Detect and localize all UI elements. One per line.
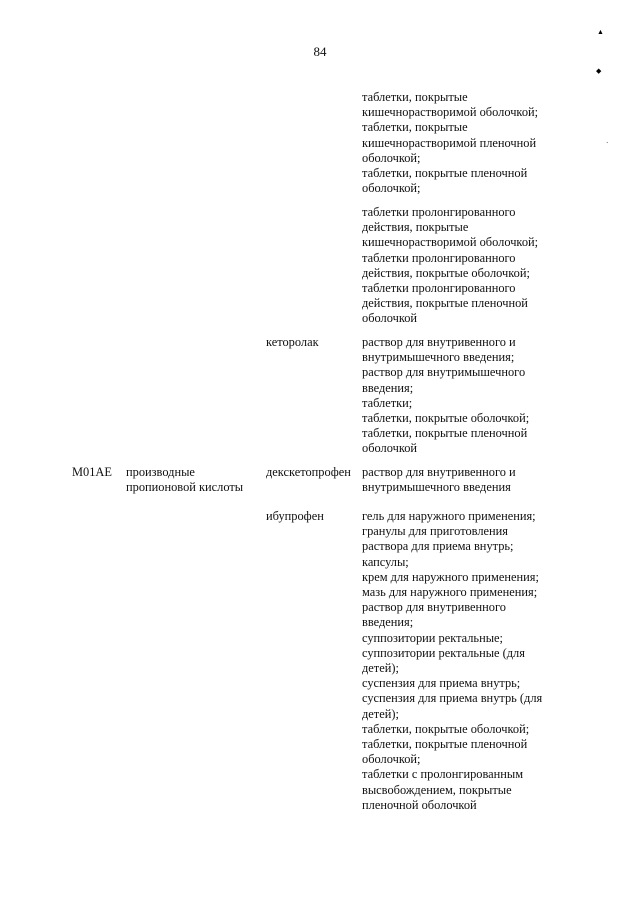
dosage-forms-line: таблетки; — [362, 395, 413, 410]
dosage-forms-line: внутримышечного введения — [362, 480, 511, 495]
pharmacological-group-line: пропионовой кислоты — [126, 480, 244, 495]
dosage-forms-line: действия, покрытые — [362, 220, 469, 235]
dosage-forms-line: раствор для внутримышечного — [362, 365, 526, 380]
dosage-forms-line: оболочкой — [362, 311, 418, 326]
corner-mark-top: ▲ — [597, 28, 604, 36]
dosage-forms-line: действия, покрытые оболочкой; — [362, 265, 530, 280]
atc-code: M01AE — [72, 465, 112, 479]
dosage-forms-line: таблетки пролонгированного — [362, 205, 516, 219]
dosage-forms-line: высвобождением, покрытые — [362, 782, 512, 797]
dosage-forms — [362, 465, 516, 495]
dosage-forms — [362, 90, 538, 196]
dosage-forms — [362, 335, 529, 457]
dosage-forms-line: капсулы; — [362, 554, 409, 569]
dosage-forms-line: введения; — [362, 380, 414, 395]
dosage-forms-line: таблетки пролонгированного — [362, 250, 516, 265]
dosage-forms-line: оболочкой; — [362, 752, 421, 767]
dosage-forms-line: оболочкой; — [362, 181, 421, 196]
dosage-forms-line: таблетки, покрытые пленочной — [362, 737, 528, 752]
dosage-forms-line: введения; — [362, 615, 414, 630]
dosage-forms-line: таблетки, покрытые оболочкой; — [362, 411, 530, 426]
dosage-forms-line: детей); — [362, 661, 399, 676]
dosage-forms-line: суспензия для приема внутрь; — [362, 676, 521, 691]
dosage-forms-line: суппозитории ректальные; — [362, 630, 503, 645]
dosage-forms-line: таблетки, покрытые — [362, 120, 468, 135]
dosage-forms-line: кишечнорастворимой оболочкой; — [362, 235, 539, 250]
dosage-forms-line: крем для наружного применения; — [362, 569, 539, 584]
dosage-forms-line: действия, покрытые пленочной — [362, 296, 528, 311]
dosage-forms-line: таблетки, покрытые пленочной — [362, 166, 528, 181]
dosage-forms-line: детей); — [362, 706, 399, 721]
dosage-forms — [362, 205, 538, 327]
drug-name: декскетопрофен — [266, 465, 351, 479]
dosage-forms-line: гранулы для приготовления — [362, 524, 508, 539]
dosage-forms-line: раствор для внутривенного и — [362, 465, 516, 479]
dosage-forms-line: таблетки с пролонгированным — [362, 767, 524, 782]
dosage-forms — [362, 509, 542, 813]
corner-mark-dot: · — [606, 139, 609, 147]
dosage-forms-line: гель для наружного применения; — [362, 509, 536, 523]
dosage-forms-line: оболочкой — [362, 441, 418, 456]
corner-mark-middle: ◆ — [596, 67, 602, 75]
pharmacological-group-line: производные — [126, 465, 195, 479]
dosage-forms-line: кишечнорастворимой пленочной — [362, 135, 537, 150]
dosage-forms-line: таблетки, покрытые — [362, 90, 468, 104]
dosage-forms-line: оболочкой; — [362, 150, 421, 165]
dosage-forms-line: мазь для наружного применения; — [362, 585, 538, 600]
pharmacological-group — [126, 465, 243, 495]
dosage-forms-line: раствор для внутривенного — [362, 600, 506, 615]
dosage-forms-line: пленочной оболочкой — [362, 797, 477, 812]
dosage-forms-line: суспензия для приема внутрь (для — [362, 691, 543, 706]
dosage-forms-line: таблетки пролонгированного — [362, 281, 516, 296]
dosage-forms-line: суппозитории ректальные (для — [362, 645, 525, 660]
dosage-forms-line: кишечнорастворимой оболочкой; — [362, 105, 539, 120]
drug-name: кеторолак — [266, 335, 319, 349]
drug-name: ибупрофен — [266, 509, 324, 523]
dosage-forms-line: внутримышечного введения; — [362, 350, 515, 365]
page-number: 84 — [313, 44, 327, 59]
dosage-forms-line: раствор для внутривенного и — [362, 335, 516, 349]
dosage-forms-line: таблетки, покрытые оболочкой; — [362, 721, 530, 736]
dosage-forms-line: таблетки, покрытые пленочной — [362, 426, 528, 441]
dosage-forms-line: раствора для приема внутрь; — [362, 539, 514, 554]
